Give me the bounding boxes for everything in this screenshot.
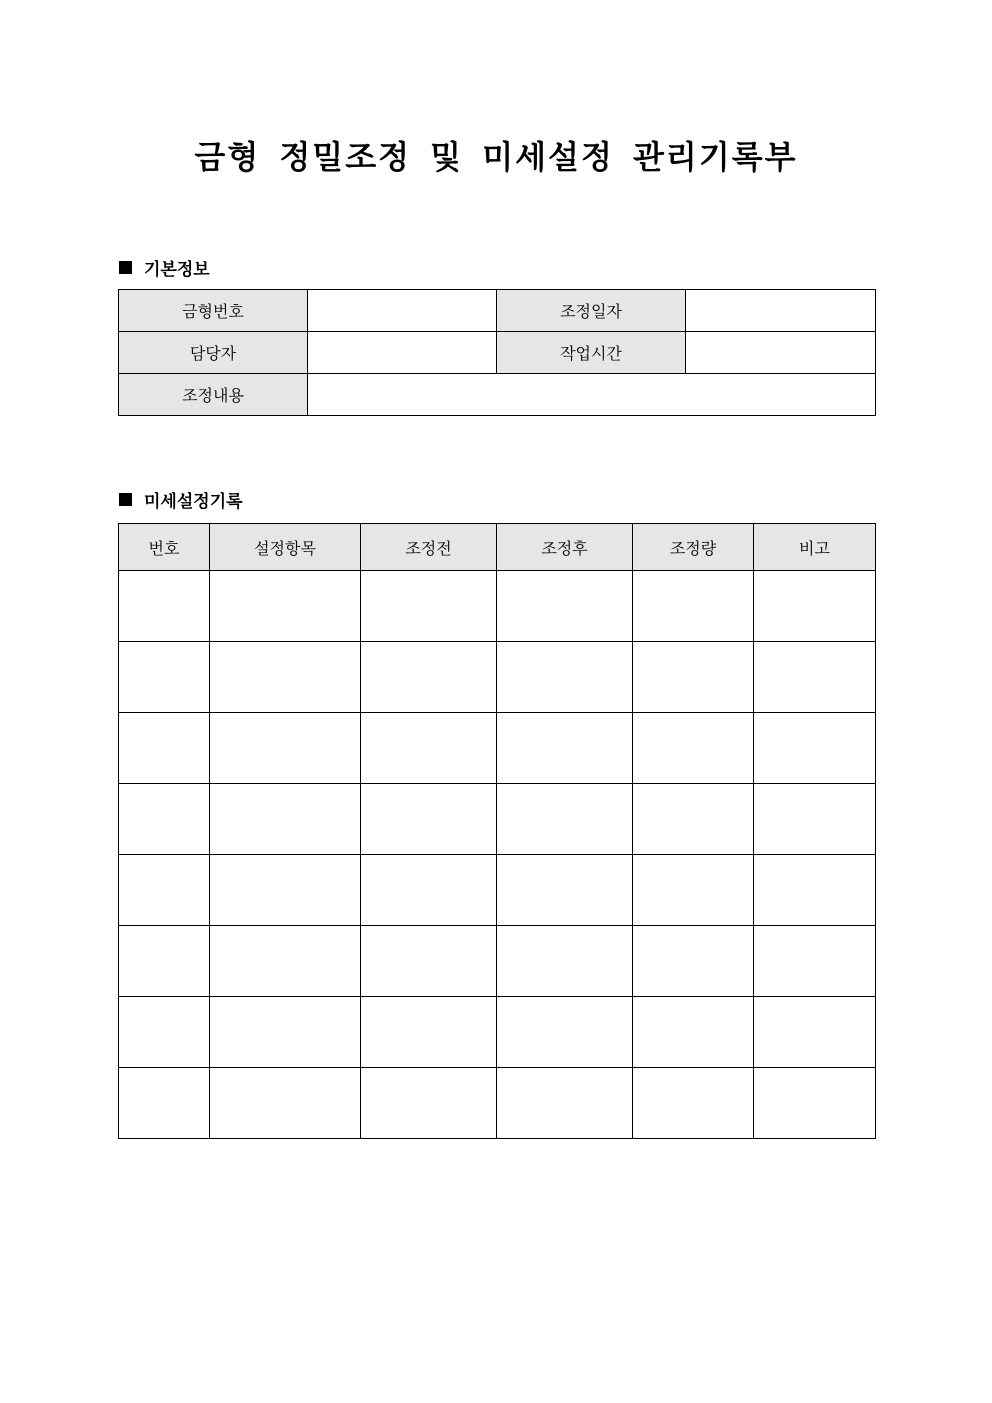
content-field[interactable]	[308, 374, 876, 416]
number-cell[interactable]	[119, 784, 210, 855]
person-field[interactable]	[308, 332, 497, 374]
amount-cell[interactable]	[633, 642, 754, 713]
number-cell[interactable]	[119, 713, 210, 784]
after-cell[interactable]	[497, 1068, 633, 1139]
fine-settings-table	[118, 523, 876, 1139]
column-header-remarks: 비고	[754, 524, 876, 571]
person-label: 담당자	[119, 332, 308, 374]
before-cell[interactable]	[361, 784, 497, 855]
fine-settings-body	[119, 571, 876, 1139]
remarks-cell[interactable]	[754, 571, 876, 642]
number-cell[interactable]	[119, 997, 210, 1068]
amount-cell[interactable]	[633, 997, 754, 1068]
setting-item-cell[interactable]	[210, 571, 361, 642]
table-row	[119, 374, 876, 416]
remarks-cell[interactable]	[754, 713, 876, 784]
table-row	[119, 1068, 876, 1139]
table-row	[119, 571, 876, 642]
amount-cell[interactable]	[633, 855, 754, 926]
square-bullet-icon	[119, 493, 132, 506]
number-cell[interactable]	[119, 855, 210, 926]
setting-item-cell[interactable]	[210, 642, 361, 713]
fine-settings-heading-text: 미세설정기록	[144, 492, 243, 512]
table-row	[119, 332, 876, 374]
before-cell[interactable]	[361, 571, 497, 642]
fine-settings-heading	[119, 487, 243, 512]
setting-item-cell[interactable]	[210, 1068, 361, 1139]
basic-info-table	[118, 289, 876, 416]
remarks-cell[interactable]	[754, 855, 876, 926]
basic-info-heading-text: 기본정보	[144, 260, 210, 280]
number-cell[interactable]	[119, 926, 210, 997]
work-time-label: 작업시간	[497, 332, 686, 374]
square-bullet-icon	[119, 261, 132, 274]
adjust-date-field[interactable]	[686, 290, 876, 332]
remarks-cell[interactable]	[754, 997, 876, 1068]
mold-number-field[interactable]	[308, 290, 497, 332]
amount-cell[interactable]	[633, 784, 754, 855]
number-cell[interactable]	[119, 1068, 210, 1139]
table-row	[119, 855, 876, 926]
before-cell[interactable]	[361, 926, 497, 997]
column-header-amount: 조정량	[633, 524, 754, 571]
column-header-setting-item: 설정항목	[210, 524, 361, 571]
before-cell[interactable]	[361, 855, 497, 926]
before-cell[interactable]	[361, 713, 497, 784]
amount-cell[interactable]	[633, 571, 754, 642]
basic-info-heading	[119, 255, 210, 280]
table-row	[119, 713, 876, 784]
after-cell[interactable]	[497, 642, 633, 713]
table-row	[119, 290, 876, 332]
after-cell[interactable]	[497, 571, 633, 642]
work-time-field[interactable]	[686, 332, 876, 374]
table-row	[119, 642, 876, 713]
table-row	[119, 926, 876, 997]
after-cell[interactable]	[497, 855, 633, 926]
remarks-cell[interactable]	[754, 642, 876, 713]
remarks-cell[interactable]	[754, 1068, 876, 1139]
column-header-before: 조정전	[361, 524, 497, 571]
number-cell[interactable]	[119, 642, 210, 713]
adjust-date-label: 조정일자	[497, 290, 686, 332]
remarks-cell[interactable]	[754, 926, 876, 997]
after-cell[interactable]	[497, 997, 633, 1068]
mold-number-label: 금형번호	[119, 290, 308, 332]
number-cell[interactable]	[119, 571, 210, 642]
after-cell[interactable]	[497, 926, 633, 997]
remarks-cell[interactable]	[754, 784, 876, 855]
setting-item-cell[interactable]	[210, 997, 361, 1068]
before-cell[interactable]	[361, 642, 497, 713]
before-cell[interactable]	[361, 997, 497, 1068]
setting-item-cell[interactable]	[210, 926, 361, 997]
table-row	[119, 784, 876, 855]
setting-item-cell[interactable]	[210, 855, 361, 926]
amount-cell[interactable]	[633, 926, 754, 997]
after-cell[interactable]	[497, 784, 633, 855]
content-label: 조정내용	[119, 374, 308, 416]
before-cell[interactable]	[361, 1068, 497, 1139]
amount-cell[interactable]	[633, 1068, 754, 1139]
column-header-number: 번호	[119, 524, 210, 571]
setting-item-cell[interactable]	[210, 713, 361, 784]
amount-cell[interactable]	[633, 713, 754, 784]
table-header-row	[119, 524, 876, 571]
setting-item-cell[interactable]	[210, 784, 361, 855]
column-header-after: 조정후	[497, 524, 633, 571]
document-title: 금형 정밀조정 및 미세설정 관리기록부	[194, 138, 798, 176]
after-cell[interactable]	[497, 713, 633, 784]
table-row	[119, 997, 876, 1068]
